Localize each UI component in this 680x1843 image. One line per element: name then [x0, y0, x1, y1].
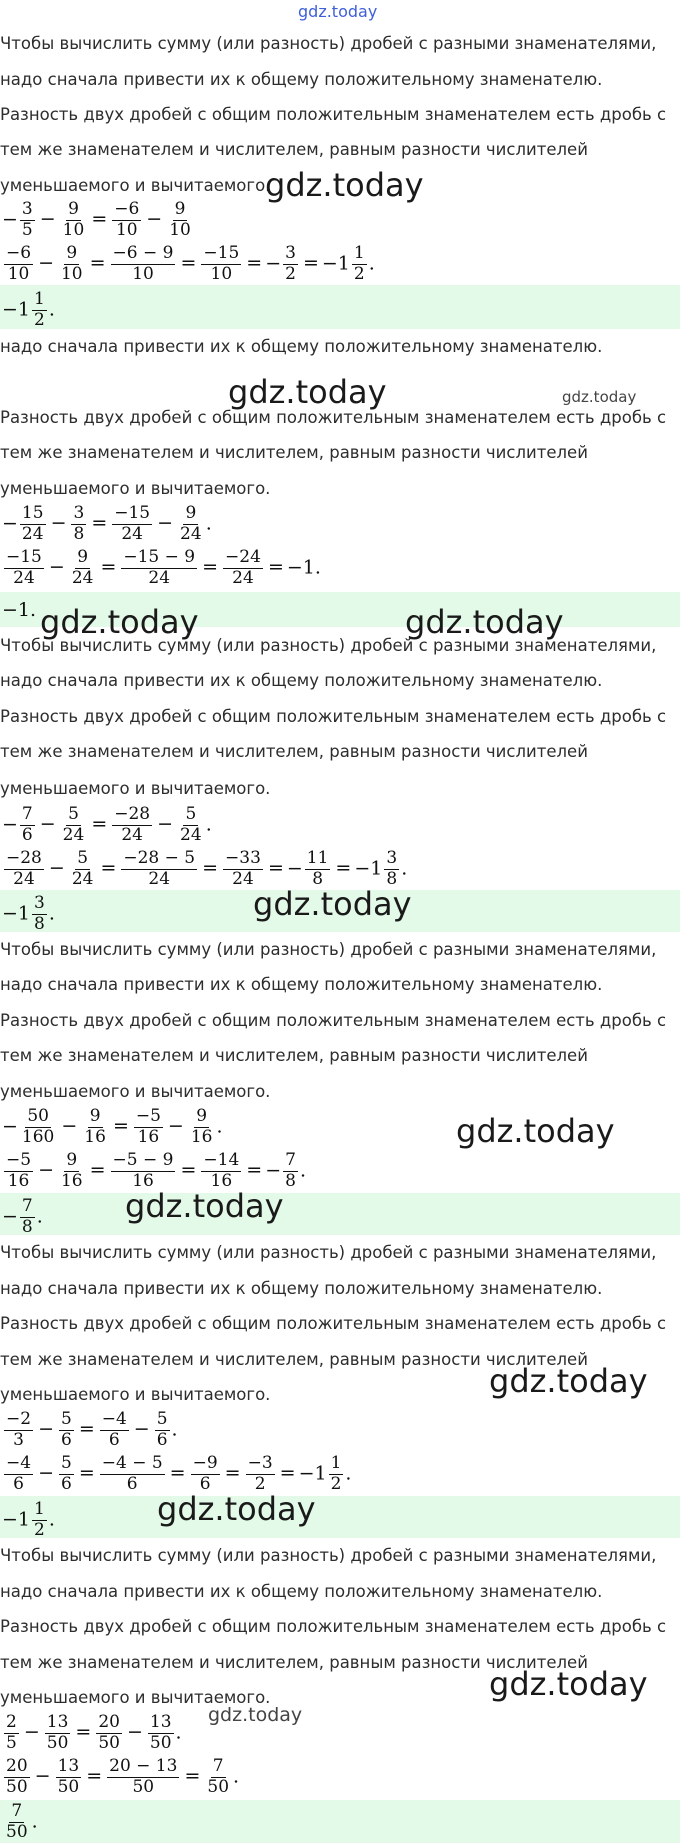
explanation-line: Разность двух дробей с общим положительным знаменателем есть дробь с	[0, 1617, 667, 1636]
watermark: gdz.today	[40, 603, 199, 641]
equation-reduce: − $\frac{15}{24}$ − $\frac{3}{8}$ = $\frac{-15}{24}$ − $\frac{9}{24}$ .	[2, 503, 212, 544]
equation-compute: $\frac{-28}{24}$ − $\frac{5}{24}$ = $\frac{-28 - 5}{24}$ = $\frac{-33}{24}$ = − $\frac{11}{8}$ = −1 $\frac{3}{8}$ .	[6, 848, 408, 889]
answer-band	[0, 1193, 680, 1235]
explanation-line: Разность двух дробей с общим положительным знаменателем есть дробь с	[0, 105, 667, 124]
explanation-line: Разность двух дробей с общим положительным знаменателем есть дробь с	[0, 1011, 667, 1030]
answer: − $\frac{7}{8}$ .	[2, 1196, 43, 1237]
watermark: gdz.today	[265, 166, 424, 204]
answer: −1 $\frac{1}{2}$ .	[2, 1499, 55, 1540]
explanation-line: уменьшаемого и вычитаемого.	[0, 176, 271, 195]
answer: −1 $\frac{3}{8}$ .	[2, 893, 55, 934]
watermark-small: gdz.today	[208, 1704, 303, 1726]
explanation-line: Чтобы вычислить сумму (или разность) дробей с разными знаменателями,	[0, 940, 657, 959]
watermark: gdz.today	[456, 1112, 615, 1150]
explanation-line: тем же знаменателем и числителем, равным разности числителей	[0, 140, 588, 159]
answer-band	[0, 1800, 680, 1843]
explanation-line: уменьшаемого и вычитаемого.	[0, 1385, 271, 1404]
answer: −1.	[2, 599, 37, 621]
explanation-line: Разность двух дробей с общим положительным знаменателем есть дробь с	[0, 707, 667, 726]
equation-reduce: $\frac{-2}{3}$ − $\frac{5}{6}$ = $\frac{-4}{6}$ − $\frac{5}{6}$ .	[6, 1409, 178, 1450]
explanation-line: надо сначала привести их к общему положительному знаменателю.	[0, 1279, 603, 1298]
explanation-line: тем же знаменателем и числителем, равным разности числителей	[0, 1046, 588, 1065]
watermark: gdz.today	[405, 603, 564, 641]
explanation-line: тем же знаменателем и числителем, равным разности числителей	[0, 1653, 588, 1672]
explanation-line: Разность двух дробей с общим положительным знаменателем есть дробь с	[0, 408, 667, 427]
answer-band	[0, 285, 680, 329]
explanation-line: тем же знаменателем и числителем, равным разности числителей	[0, 1350, 588, 1369]
explanation-line: надо сначала привести их к общему положительному знаменателю.	[0, 975, 603, 994]
explanation-line: Чтобы вычислить сумму (или разность) дробей с разными знаменателями,	[0, 1243, 657, 1262]
watermark-small: gdz.today	[562, 388, 637, 406]
equation-reduce: − $\frac{7}{6}$ − $\frac{5}{24}$ = $\frac{-28}{24}$ − $\frac{5}{24}$ .	[2, 804, 212, 845]
equation-compute: $\frac{-6}{10}$ − $\frac{9}{10}$ = $\frac{-6 - 9}{10}$ = $\frac{-15}{10}$ = − $\frac{3}{2}$ = −1 $\frac{1}{2}$ .	[6, 243, 375, 284]
answer: $\frac{7}{50}$ .	[6, 1801, 38, 1842]
equation-compute: $\frac{-4}{6}$ − $\frac{5}{6}$ = $\frac{-4 - 5}{6}$ = $\frac{-9}{6}$ = $\frac{-3}{2}$ = −1 $\frac{1}{2}$ .	[6, 1453, 352, 1494]
watermark: gdz.today	[489, 1665, 648, 1703]
explanation-line: надо сначала привести их к общему положительному знаменателю.	[0, 671, 603, 690]
equation-compute: $\frac{20}{50}$ − $\frac{13}{50}$ = $\frac{20 - 13}{50}$ = $\frac{7}{50}$ .	[6, 1756, 240, 1797]
watermark-top: gdz.today	[298, 2, 378, 21]
explanation-line: Чтобы вычислить сумму (или разность) дробей с разными знаменателями,	[0, 1546, 657, 1565]
explanation-line: надо сначала привести их к общему положительному знаменателю.	[0, 70, 603, 89]
explanation-line: Разность двух дробей с общим положительным знаменателем есть дробь с	[0, 1314, 667, 1333]
watermark: gdz.today	[157, 1490, 316, 1528]
explanation-line: Чтобы вычислить сумму (или разность) дробей с разными знаменателями,	[0, 636, 657, 655]
explanation-line: надо сначала привести их к общему положительному знаменателю.	[0, 1582, 603, 1601]
watermark: gdz.today	[125, 1187, 284, 1225]
explanation-line: уменьшаемого и вычитаемого.	[0, 1082, 271, 1101]
explanation-line: тем же знаменателем и числителем, равным разности числителей	[0, 443, 588, 462]
answer-band	[0, 1496, 680, 1538]
answer: −1 $\frac{1}{2}$ .	[2, 289, 55, 330]
explanation-line: уменьшаемого и вычитаемого.	[0, 779, 271, 798]
explanation-line: уменьшаемого и вычитаемого.	[0, 479, 271, 498]
explanation-line: уменьшаемого и вычитаемого.	[0, 1688, 271, 1707]
equation-reduce: $\frac{2}{5}$ − $\frac{13}{50}$ = $\frac{20}{50}$ − $\frac{13}{50}$ .	[6, 1712, 182, 1753]
watermark: gdz.today	[489, 1362, 648, 1400]
equation-reduce: − $\frac{3}{5}$ − $\frac{9}{10}$ = $\frac{-6}{10}$ − $\frac{9}{10}$	[2, 199, 191, 240]
equation-reduce: − $\frac{50}{160}$ − $\frac{9}{16}$ = $\frac{-5}{16}$ − $\frac{9}{16}$ .	[2, 1106, 223, 1147]
watermark: gdz.today	[253, 885, 412, 923]
explanation-line: тем же знаменателем и числителем, равным разности числителей	[0, 742, 588, 761]
equation-compute: $\frac{-15}{24}$ − $\frac{9}{24}$ = $\frac{-15 - 9}{24}$ = $\frac{-24}{24}$ = −1.	[6, 547, 321, 588]
watermark: gdz.today	[228, 373, 387, 411]
explanation-line: надо сначала привести их к общему положительному знаменателю.	[0, 337, 603, 356]
equation-compute: $\frac{-5}{16}$ − $\frac{9}{16}$ = $\frac{-5 - 9}{16}$ = $\frac{-14}{16}$ = − $\frac{7}{8}$ .	[6, 1150, 307, 1191]
explanation-line: Чтобы вычислить сумму (или разность) дробей с разными знаменателями,	[0, 34, 657, 53]
